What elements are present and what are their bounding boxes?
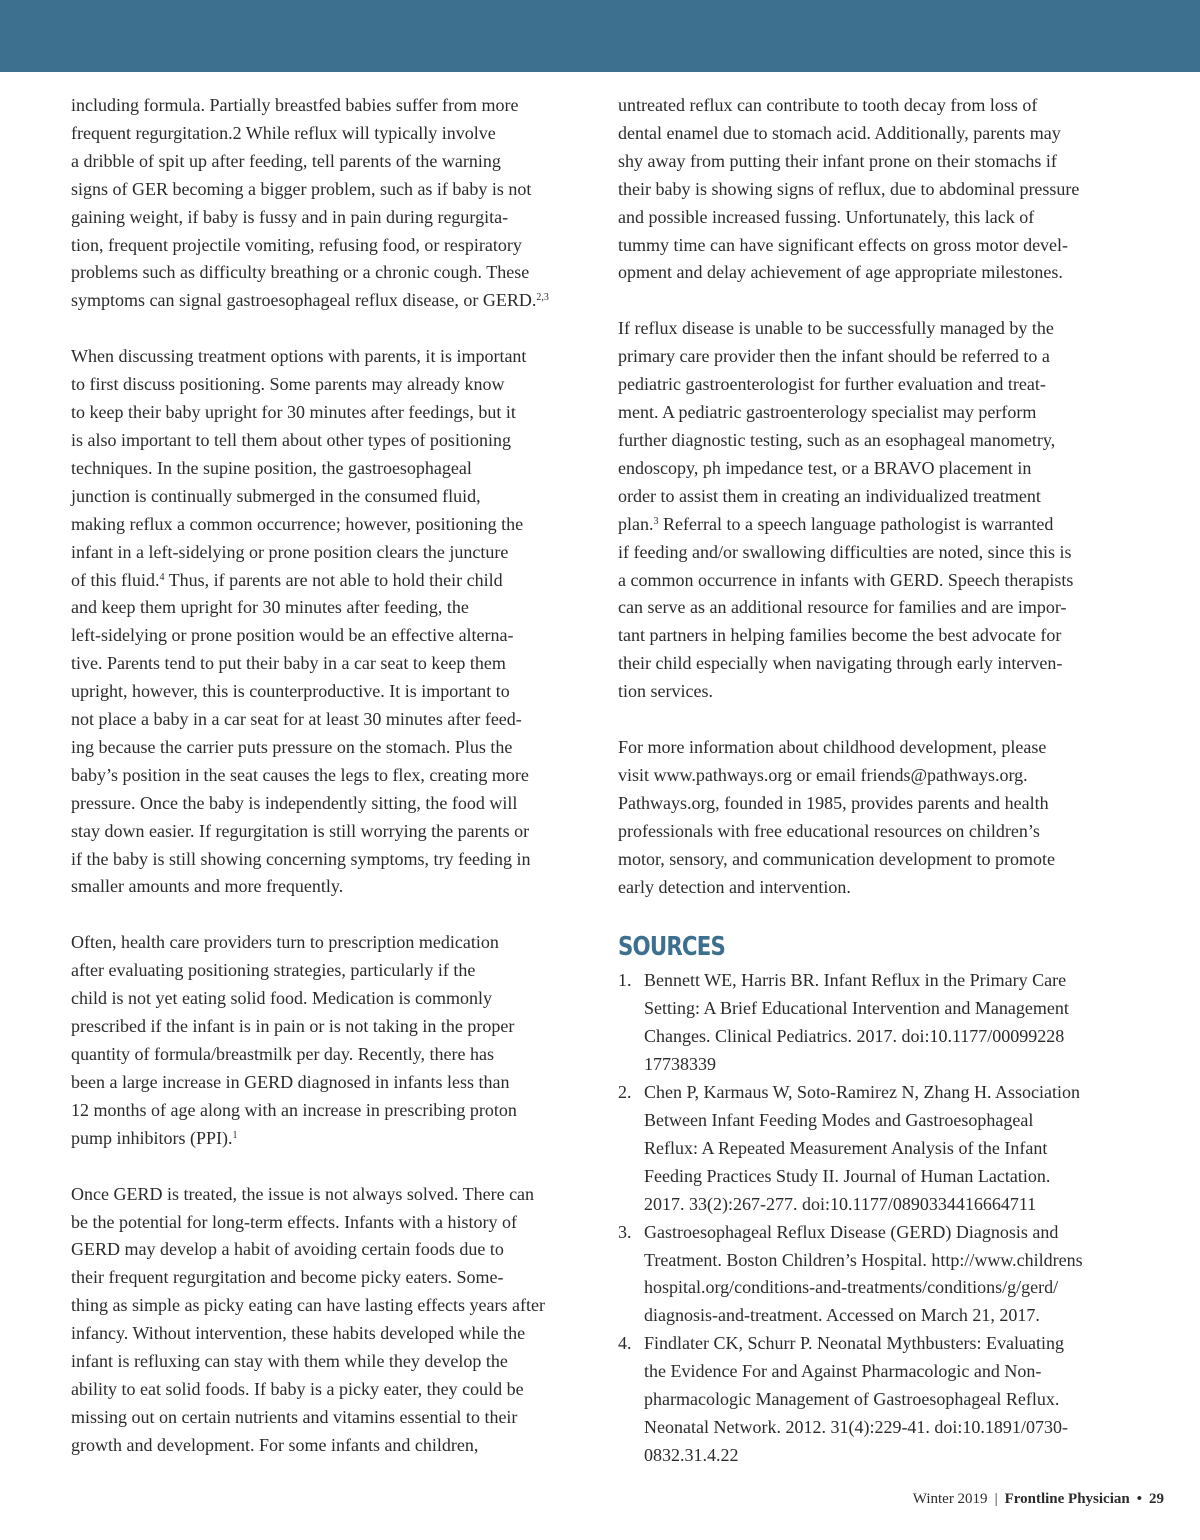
source-item (618, 1079, 1133, 1219)
issue-label: Winter 2019 (912, 1491, 988, 1507)
citation-superscript: 4 (159, 571, 165, 583)
page-number: 29 (1149, 1491, 1164, 1507)
page-footer (913, 1489, 1164, 1509)
paragraph: For more information about childhood development, please visit www.pathways.org or email friends@pathways.org. Pathways.org, founded in 1985, provides parents and health professionals with free educational resources on children’s motor, sensory, and communication development to promote early detection and intervention. (618, 737, 1056, 897)
citation-superscript: 1 (232, 1129, 238, 1141)
footer-separator: | (994, 1491, 998, 1507)
source-text: Gastroesophageal Reflux Disease (GERD) Diagnosis and Treatment. Boston Children’s Hospital. http://www.childrens hospital.org/conditions-and-treatments/conditions/g/gerd/ diagnosis-and-treatment. Accessed on March 21, 2017. (644, 1221, 1083, 1326)
source-text: Findlater CK, Schurr P. Neonatal Mythbusters: Evaluating the Evidence For and Against Pharmacologic and Non- pharmacologic Management of Gastroesophageal Reflux. Neonatal Network. 2012. 31(4):229-41. doi:10.1891/0730- 0832.31.4.22 (644, 1333, 1068, 1465)
source-item (618, 1330, 1133, 1470)
bullet-separator: • (1136, 1491, 1142, 1507)
header-band (0, 0, 1200, 72)
source-item (618, 1219, 1133, 1331)
source-text: Bennett WE, Harris BR. Infant Reflux in the Primary Care Setting: A Brief Educational Intervention and Management Changes. Clinical Pediatrics. 2017. doi:10.1177/00099228 17738339 (644, 970, 1069, 1075)
sources-list (618, 967, 1133, 1469)
sources-heading: SOURCES (618, 932, 726, 963)
source-number: 1. (618, 970, 632, 991)
paragraph: Often, health care providers turn to prescription medication after evaluating positioning strategies, particularly if the child is not yet eating solid food. Medication is commonly prescribed if the infant is in pain or is not taking in the proper quantity of formula/breastmilk per day. Recently, there has been a large increase in GERD diagnosed in infants less than 12 months of age along with an increase in prescribing proton pump inhibitors (PPI).$^1$ (71, 932, 517, 1148)
source-text: Chen P, Karmaus W, Soto-Ramirez N, Zhang H. Association Between Infant Feeding Modes and Gastroesophageal Reflux: A Repeated Measurement Analysis of the Infant Feeding Practices Study II. Journal of Human Lactation. 2017. 33(2):267-277. doi:10.1177/0890334416664711 (644, 1082, 1080, 1214)
paragraph: including formula. Partially breastfed babies suffer from more frequent regurgitation.2 While reflux will typically involve a dribble of spit up after feeding, tell parents of the warning signs of GER becoming a bigger problem, such as if baby is not gaining weight, if baby is fussy and in pain during regurgita- tion, frequent projectile vomiting, refusing food, or respiratory problems such as difficulty breathing or a chronic cough. These symptoms can signal gastroesophageal reflux disease, or GERD.$^{2,3}$ (71, 95, 549, 311)
source-number: 2. (618, 1082, 632, 1103)
left-column (71, 92, 591, 1488)
paragraph: If reflux disease is unable to be successfully managed by the primary care provider then the infant should be referred to a pediatric gastroenterologist for further evaluation and treat- ment. A pediatric gastroenterology specialist may perform further diagnostic testing, such as an esophageal manometry, endoscopy, ph impedance test, or a BRAVO placement in order to assist them in creating an individualized treatment plan.$^3$ Referral to a speech language pathologist is warranted if feeding and/or swallowing difficulties are noted, since this is a common occurrence in infants with GERD. Speech therapists can serve as an additional resource for families and are impor- tant partners in helping families become the best advocate for their child especially when navigating through early interven- tion services. (618, 318, 1074, 702)
right-column (618, 92, 1133, 1470)
paragraph: Once GERD is treated, the issue is not always solved. There can be the potential for long-term effects. Infants with a history of GERD may develop a habit of avoiding certain foods due to their frequent regurgitation and become picky eaters. Some- thing as simple as picky eating can have lasting effects years after infancy. Without intervention, these habits developed while the infant is refluxing can stay with them while they develop the ability to eat solid foods. If baby is a picky eater, they could be missing out on certain nutrients and vitamins essential to their growth and development. For some infants and children, (71, 1183, 545, 1455)
source-number: 3. (618, 1221, 632, 1242)
magazine-title: Frontline Physician (1004, 1491, 1130, 1507)
source-number: 4. (618, 1333, 632, 1354)
source-item (618, 967, 1133, 1079)
citation-superscript: 3 (653, 515, 659, 527)
paragraph: untreated reflux can contribute to tooth decay from loss of dental enamel due to stomach acid. Additionally, parents may shy away from putting their infant prone on their stomachs if their baby is showing signs of reflux, due to abdominal pressure and possible increased fussing. Unfortunately, this lack of tummy time can have significant effects on gross motor devel- opment and delay achievement of age appropriate milestones. (618, 95, 1080, 283)
citation-superscript: 2,3 (536, 292, 549, 304)
paragraph: When discussing treatment options with parents, it is important to first discuss positioning. Some parents may already know to keep their baby upright for 30 minutes after feedings, but it is also important to tell them about other types of positioning techniques. In the supine position, the gastroesophageal junction is continually submerged in the consumed fluid, making reflux a common occurrence; however, positioning the infant in a left-sidelying or prone position clears the juncture of this fluid.$^4$ Thus, if parents are not able to hold their child and keep them upright for 30 minutes after feeding, the left-sidelying or prone position would be an effective alterna- tive. Parents tend to put their baby in a car seat to keep them upright, however, this is counterproductive. It is important to not place a baby in a car seat for at least 30 minutes after feed- ing because the carrier puts pressure on the stomach. Plus the baby’s position in the seat causes the legs to flex, creating more pressure. Once the baby is independently sitting, the food will stay down easier. If regurgitation is still worrying the parents or if the baby is still showing concerning symptoms, try feeding in smaller amounts and more frequently. (71, 346, 531, 897)
